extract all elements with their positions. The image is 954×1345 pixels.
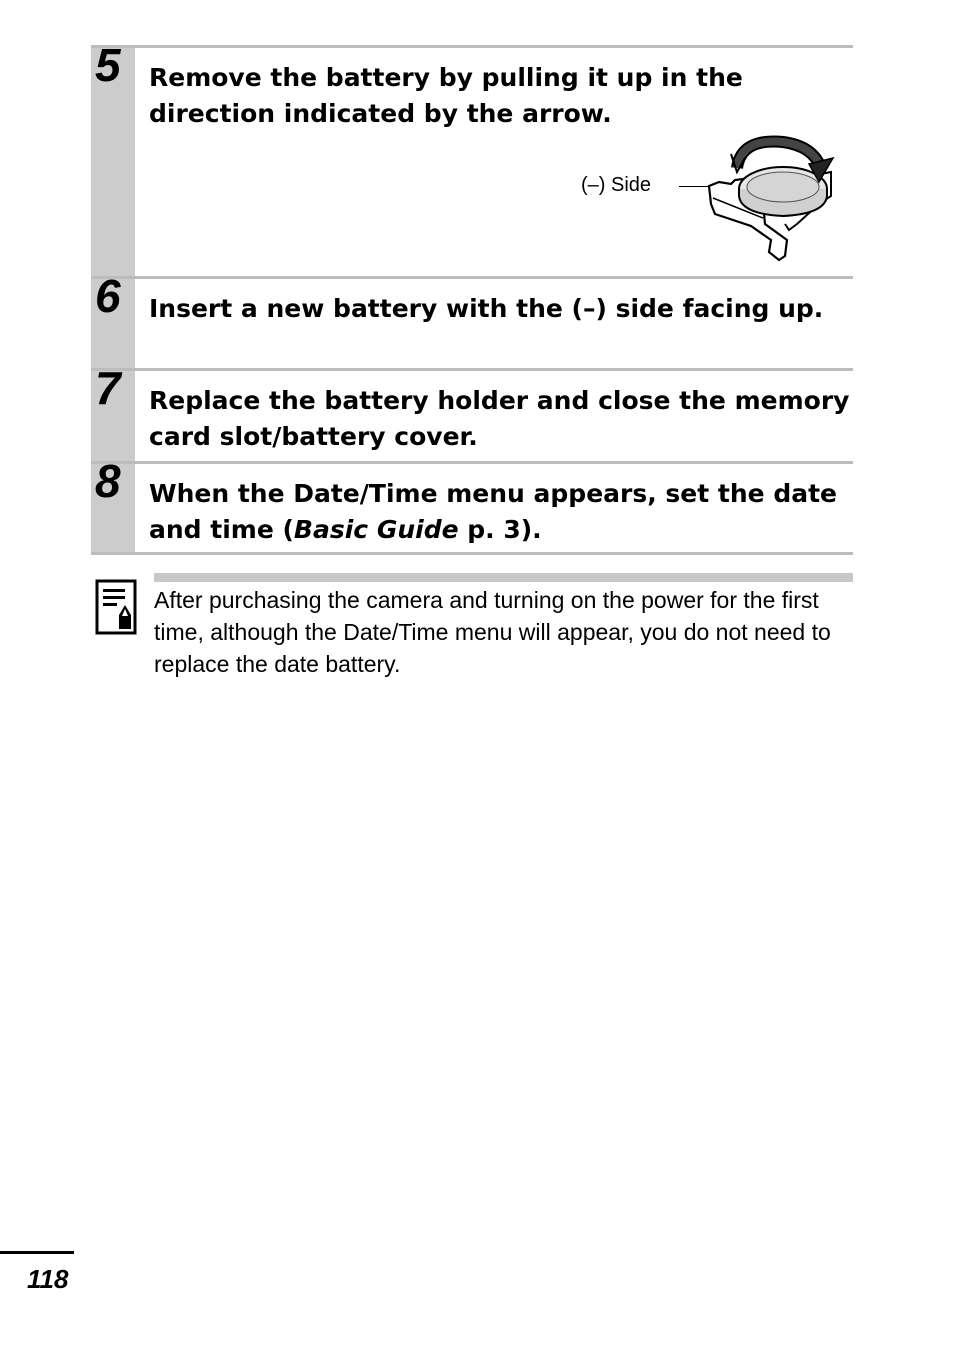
step-body — [135, 464, 853, 552]
step-text-part: p. 3). — [458, 515, 542, 544]
step-text-part: When the Date/Time menu appears, set the date and time ( — [149, 479, 838, 544]
callout-label: (–) Side — [581, 174, 652, 196]
step-number: 5 — [95, 39, 121, 91]
page-number: 118 — [27, 1264, 69, 1294]
step-number: 8 — [95, 455, 121, 507]
note-memo-icon — [95, 579, 139, 635]
steps-list — [91, 39, 853, 555]
step-number: 7 — [95, 362, 121, 414]
step-text — [149, 464, 853, 548]
step-number-column — [91, 362, 135, 461]
step-number-column — [91, 455, 135, 552]
note-header-bar — [154, 573, 853, 582]
step-body — [135, 279, 853, 368]
step-8 — [91, 455, 853, 555]
step-number-column — [91, 270, 135, 368]
step-7 — [91, 362, 853, 461]
step-6 — [91, 270, 853, 368]
battery-removal-illustration — [581, 134, 851, 264]
step-text: Insert a new battery with the (–) side facing up. — [149, 294, 824, 323]
step-5 — [91, 39, 853, 276]
step-number: 6 — [95, 270, 121, 322]
step-text: Replace the battery holder and close the memory card slot/battery cover. — [149, 386, 850, 451]
step-text: Remove the battery by pulling it up in the direction indicated by the arrow. — [149, 63, 743, 128]
battery-holder-icon — [701, 134, 841, 264]
step-body — [135, 371, 853, 461]
page-number-rule — [0, 1251, 74, 1254]
guide-reference: Basic Guide — [293, 515, 459, 544]
step-number-column — [91, 39, 135, 276]
note-text: After purchasing the camera and turning on the power for the first time, although the Date/Time menu will appear, you do not need to replace the date battery. — [154, 587, 831, 677]
